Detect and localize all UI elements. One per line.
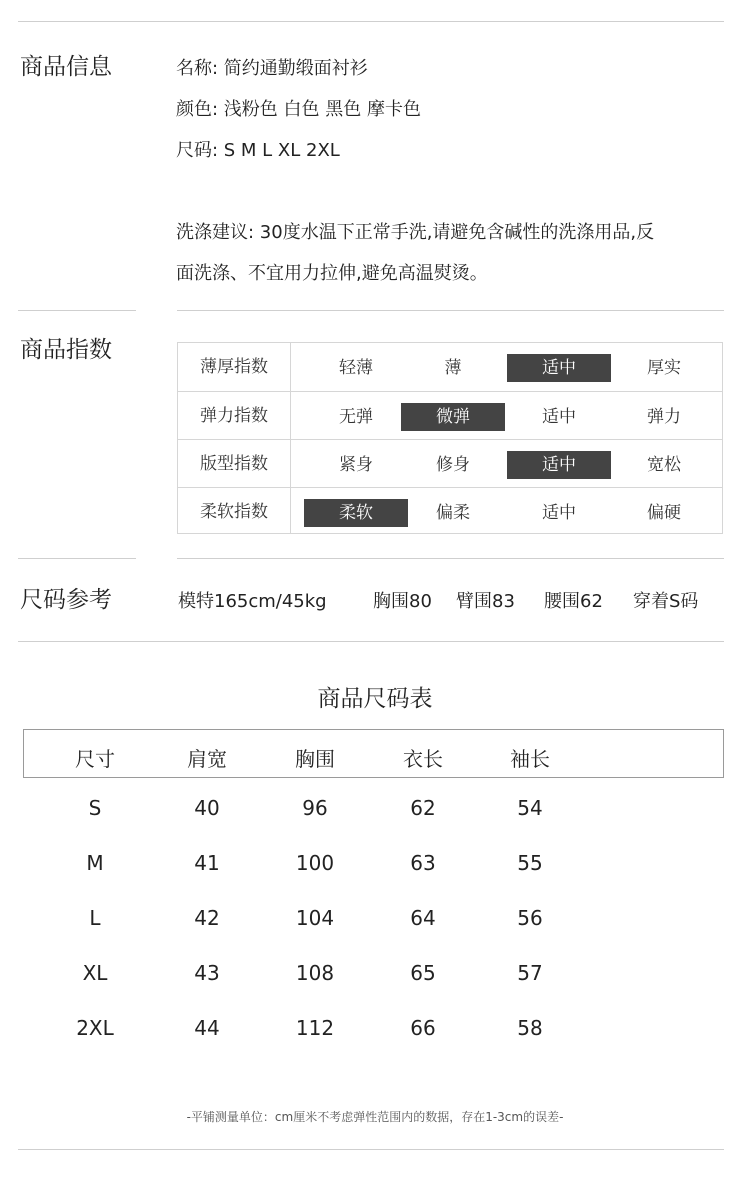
- size-table-cell: 100: [295, 851, 335, 875]
- index-option: 修身: [436, 455, 470, 475]
- size-table-cell: 65: [410, 961, 436, 985]
- index-row-label: 弹力指数: [200, 406, 268, 426]
- size-table-cell: 64: [410, 906, 436, 930]
- size-table-header-cell: 肩宽: [187, 747, 227, 771]
- divider-top: [18, 21, 724, 22]
- reference-section-title: 尺码参考: [20, 587, 112, 613]
- index-row-label: 版型指数: [200, 454, 268, 474]
- index-option: 适中: [542, 407, 576, 427]
- size-table-cell: 55: [517, 851, 543, 875]
- divider-info-right: [177, 310, 724, 311]
- size-table-cell: 54: [517, 796, 543, 820]
- size-table-title: 商品尺码表: [317, 686, 433, 712]
- size-table-row-size: 2XL: [76, 1016, 114, 1040]
- index-section-title: 商品指数: [20, 337, 112, 363]
- size-table-cell: 96: [302, 796, 328, 820]
- divider-info-left: [18, 310, 136, 311]
- wash-advice-line2: 面洗涤、不宜用力拉伸,避免高温熨烫。: [176, 263, 488, 284]
- size-table-row-size: M: [86, 851, 104, 875]
- model-info: 模特165cm/45kg: [178, 591, 327, 612]
- size-table-cell: 42: [194, 906, 220, 930]
- size-table-cell: 43: [194, 961, 220, 985]
- index-option: 宽松: [647, 455, 681, 475]
- size-table-cell: 41: [194, 851, 220, 875]
- product-name: 名称: 简约通勤缎面衬衫: [176, 58, 368, 79]
- model-wear-size: 穿着S码: [633, 591, 699, 612]
- size-table-cell: 56: [517, 906, 543, 930]
- index-option-selected: 柔软: [304, 499, 408, 527]
- size-table-cell: 57: [517, 961, 543, 985]
- size-table-cell: 63: [410, 851, 436, 875]
- index-table: [177, 342, 723, 534]
- model-waist: 腰围62: [544, 591, 603, 612]
- product-colors: 颜色: 浅粉色 白色 黑色 摩卡色: [176, 99, 421, 120]
- index-row-label: 薄厚指数: [200, 357, 268, 377]
- size-table-header-cell: 胸围: [295, 747, 335, 771]
- info-section-title: 商品信息: [20, 54, 112, 80]
- size-table-row-size: L: [89, 906, 101, 930]
- model-arm: 臂围83: [456, 591, 515, 612]
- size-table-cell: 40: [194, 796, 220, 820]
- index-option: 轻薄: [339, 358, 373, 378]
- index-row-label: 柔软指数: [200, 502, 268, 522]
- size-table-cell: 66: [410, 1016, 436, 1040]
- size-table-header-cell: 袖长: [510, 747, 550, 771]
- size-table-cell: 108: [295, 961, 335, 985]
- size-table-cell: 104: [295, 906, 335, 930]
- index-row: [178, 487, 722, 536]
- index-option-selected: 微弹: [401, 403, 505, 431]
- index-option: 适中: [542, 503, 576, 523]
- index-option: 无弹: [339, 407, 373, 427]
- divider-index-right: [177, 558, 724, 559]
- wash-advice-line1: 洗涤建议: 30度水温下正常手洗,请避免含碱性的洗涤用品,反: [176, 222, 655, 243]
- model-bust: 胸围80: [373, 591, 432, 612]
- index-option: 薄: [444, 358, 462, 378]
- size-table-row-size: XL: [82, 961, 108, 985]
- index-row: [178, 439, 722, 488]
- divider-index-left: [18, 558, 136, 559]
- index-option-selected: 适中: [507, 451, 611, 479]
- size-table-header-cell: 衣长: [403, 747, 443, 771]
- size-table-cell: 62: [410, 796, 436, 820]
- index-option: 弹力: [647, 407, 681, 427]
- index-option: 偏柔: [436, 503, 470, 523]
- index-option: 厚实: [647, 358, 681, 378]
- index-option-selected: 适中: [507, 354, 611, 382]
- size-table-header-cell: 尺寸: [75, 747, 115, 771]
- index-row: [178, 391, 722, 440]
- divider-bottom: [18, 1149, 724, 1150]
- measurement-footnote: -平铺测量单位：cm厘米不考虑弹性范围内的数据，存在1-3cm的误差-: [186, 1110, 564, 1124]
- size-table-cell: 58: [517, 1016, 543, 1040]
- size-table-cell: 44: [194, 1016, 220, 1040]
- index-option: 紧身: [339, 455, 373, 475]
- size-table-row-size: S: [88, 796, 102, 820]
- divider-reference: [18, 641, 724, 642]
- size-table-cell: 112: [295, 1016, 335, 1040]
- product-sizes: 尺码: S M L XL 2XL: [176, 140, 340, 161]
- index-row: [178, 343, 722, 391]
- index-option: 偏硬: [647, 503, 681, 523]
